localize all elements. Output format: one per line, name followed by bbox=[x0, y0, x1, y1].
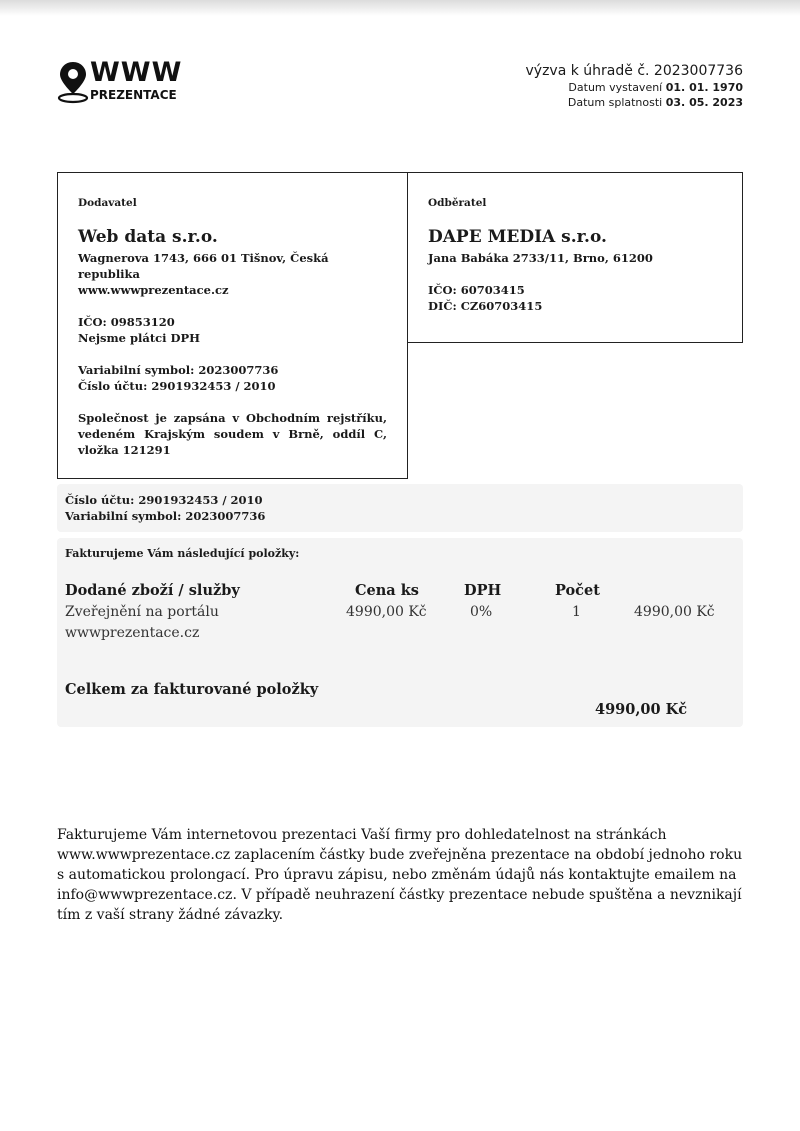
document-header bbox=[526, 62, 744, 110]
item-vat: 0% bbox=[470, 604, 493, 620]
supplier-vs: Variabilní symbol: 2023007736 bbox=[78, 363, 279, 377]
invoice-note: Fakturujeme Vám internetovou prezentaci Vaší firmy pro dohledatelnost na stránkách www.wwwprezentace.cz zaplacením částky bude zveřejněna prezentace na období jednoho roku s automatickou prolongací. Pro úpravu zápisu, nebo změnám údajů nás kontaktujte emailem na info@wwwprezentace.cz. V případě neuhrazení částky prezentace nebude spuštěna a nevznikají tím z vaší strany žádné závazky. bbox=[57, 827, 743, 923]
column-header-price: Cena ks bbox=[355, 582, 419, 599]
items-intro: Fakturujeme Vám následující položky: bbox=[65, 547, 300, 560]
due-date-value: 03. 05. 2023 bbox=[665, 96, 743, 109]
supplier-ico: IČO: 09853120 bbox=[78, 315, 175, 329]
logo-text: WWW bbox=[90, 57, 183, 88]
issue-date-label: Datum vystavení bbox=[568, 81, 663, 94]
due-date-label: Datum splatnosti bbox=[567, 96, 663, 109]
company-logo bbox=[57, 57, 197, 105]
supplier-label: Dodavatel bbox=[78, 197, 137, 209]
issue-date-value: 01. 01. 1970 bbox=[665, 81, 743, 94]
supplier-account: Číslo účtu: 2901932453 / 2010 bbox=[78, 379, 276, 393]
column-header-qty: Počet bbox=[555, 582, 600, 599]
logo-subtext: PREZENTACE bbox=[90, 88, 177, 102]
supplier-vat: Nejsme plátci DPH bbox=[78, 331, 200, 345]
payment-panel bbox=[57, 484, 743, 532]
item-total: 4990,00 Kč bbox=[634, 604, 715, 620]
item-qty: 1 bbox=[572, 604, 581, 620]
location-pin-icon bbox=[57, 60, 89, 105]
customer-address: Jana Babáka 2733/11, Brno, 61200 bbox=[428, 251, 653, 265]
top-shadow bbox=[0, 0, 800, 16]
customer-box bbox=[407, 172, 743, 343]
total-label: Celkem za fakturované položky bbox=[65, 681, 319, 698]
payment-vs: Variabilní symbol: 2023007736 bbox=[65, 509, 266, 523]
customer-name: DAPE MEDIA s.r.o. bbox=[428, 227, 607, 247]
items-panel bbox=[57, 538, 743, 727]
item-name: Zveřejnění na portálu wwwprezentace.cz bbox=[65, 604, 219, 641]
supplier-box bbox=[57, 172, 408, 479]
supplier-name: Web data s.r.o. bbox=[78, 227, 218, 247]
column-header-vat: DPH bbox=[464, 582, 502, 599]
column-header-item: Dodané zboží / služby bbox=[65, 582, 240, 599]
customer-label: Odběratel bbox=[428, 197, 487, 209]
customer-ico: IČO: 60703415 bbox=[428, 283, 525, 297]
due-date bbox=[526, 95, 744, 110]
item-price: 4990,00 Kč bbox=[346, 604, 427, 620]
payment-account: Číslo účtu: 2901932453 / 2010 bbox=[65, 493, 263, 507]
supplier-registry: Společnost je zapsána v Obchodním rejstříku, vedeném Krajským soudem v Brně, oddíl C, vložka 121291 bbox=[78, 411, 387, 457]
total-value: 4990,00 Kč bbox=[595, 701, 688, 718]
customer-dic: DIČ: CZ60703415 bbox=[428, 299, 543, 313]
issue-date bbox=[526, 80, 744, 95]
supplier-address: Wagnerova 1743, 666 01 Tišnov, Česká republika bbox=[78, 251, 329, 281]
supplier-web: www.wwwprezentace.cz bbox=[78, 283, 229, 297]
document-title: výzva k úhradě č. 2023007736 bbox=[525, 63, 743, 79]
